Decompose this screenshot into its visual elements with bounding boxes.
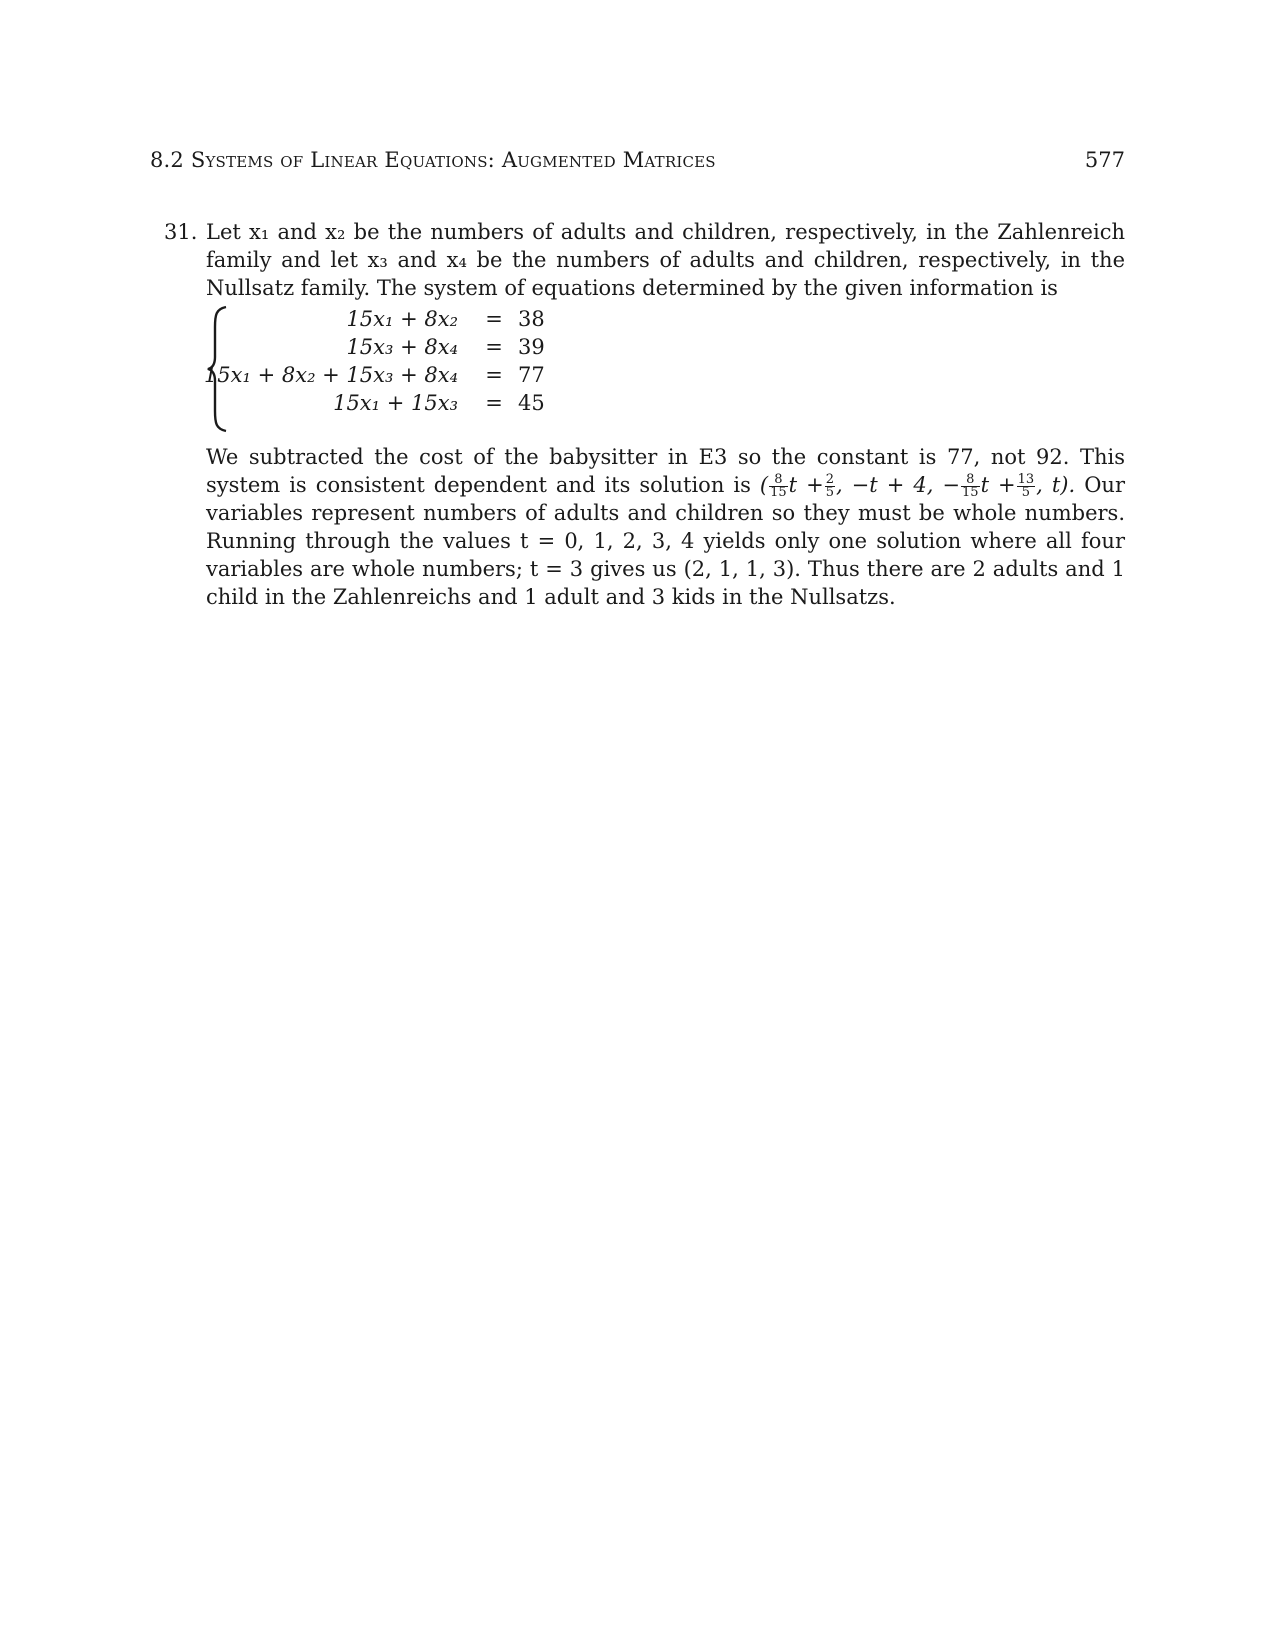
denominator: 15 xyxy=(962,485,979,500)
equation-row xyxy=(206,305,606,333)
fraction xyxy=(961,474,980,499)
problem-intro: Let x₁ and x₂ be the numbers of adults and children, respectively, in the Zahlenreich family and let x₃ and x₄ be the numbers of adults and children, respectively, in the Nullsatz family. The system of equations determined by the given information is xyxy=(206,220,1125,300)
equation-row xyxy=(206,389,606,417)
equation-row xyxy=(203,361,606,389)
denominator: 5 xyxy=(1021,485,1031,500)
equals-sign: = xyxy=(485,391,503,415)
equation-row xyxy=(206,333,606,361)
equation-rhs: 38 xyxy=(518,307,545,331)
paragraph-start: We subtracted the cost of the babysitter in E3 so the constant is 77, not 92. This system is consistent dependent and its solution is xyxy=(206,445,1125,497)
equation-rhs: 39 xyxy=(518,335,545,359)
solution-paragraph xyxy=(206,443,1125,611)
equals-sign: = xyxy=(485,363,503,387)
section-title: 8.2 Systems of Linear Equations: Augmented Matrices xyxy=(150,148,716,172)
denominator: 15 xyxy=(770,485,787,500)
equation-lhs: 15x₁ + 15x₃ xyxy=(333,391,458,415)
page-header xyxy=(150,148,1125,178)
open-paren: ( xyxy=(759,473,769,497)
term: t + xyxy=(788,473,824,497)
fraction xyxy=(769,474,788,499)
close-paren: , t). xyxy=(1036,473,1076,497)
equation-rhs: 77 xyxy=(518,363,545,387)
solution-expression xyxy=(759,472,1076,500)
fraction xyxy=(1017,474,1036,499)
equation-lhs: 15x₁ + 8x₂ + 15x₃ + 8x₄ xyxy=(203,363,458,387)
problem-body xyxy=(203,218,1125,611)
paragraph-end: Our variables represent numbers of adults and children so they must be whole numbers. Running through the values t = 0, 1, 2, 3, 4 yields only one solution where all four variables are whole numbers; t = 3 gives us (2, 1, 1, 3). Thus there are 2 adults and 1 child in the Zahlenreichs and 1 adult and 3 kids in the Nullsatzs. xyxy=(206,473,1125,609)
term: , −t + 4, − xyxy=(835,473,961,497)
numerator: 2 xyxy=(825,472,834,487)
equals-sign: = xyxy=(485,307,503,331)
numerator: 8 xyxy=(769,474,788,487)
problem-number: 31. xyxy=(164,220,198,244)
numerator: 8 xyxy=(961,474,980,487)
equals-sign: = xyxy=(485,335,503,359)
equation-system xyxy=(203,303,1125,441)
equation-lhs: 15x₁ + 8x₂ xyxy=(346,307,458,331)
equation-rhs: 45 xyxy=(518,391,545,415)
denominator: 5 xyxy=(825,485,834,500)
equation-lhs: 15x₃ + 8x₄ xyxy=(346,335,458,359)
term: t + xyxy=(980,473,1016,497)
page-number: 577 xyxy=(1084,148,1125,172)
fraction xyxy=(825,474,835,499)
numerator: 13 xyxy=(1017,472,1035,487)
